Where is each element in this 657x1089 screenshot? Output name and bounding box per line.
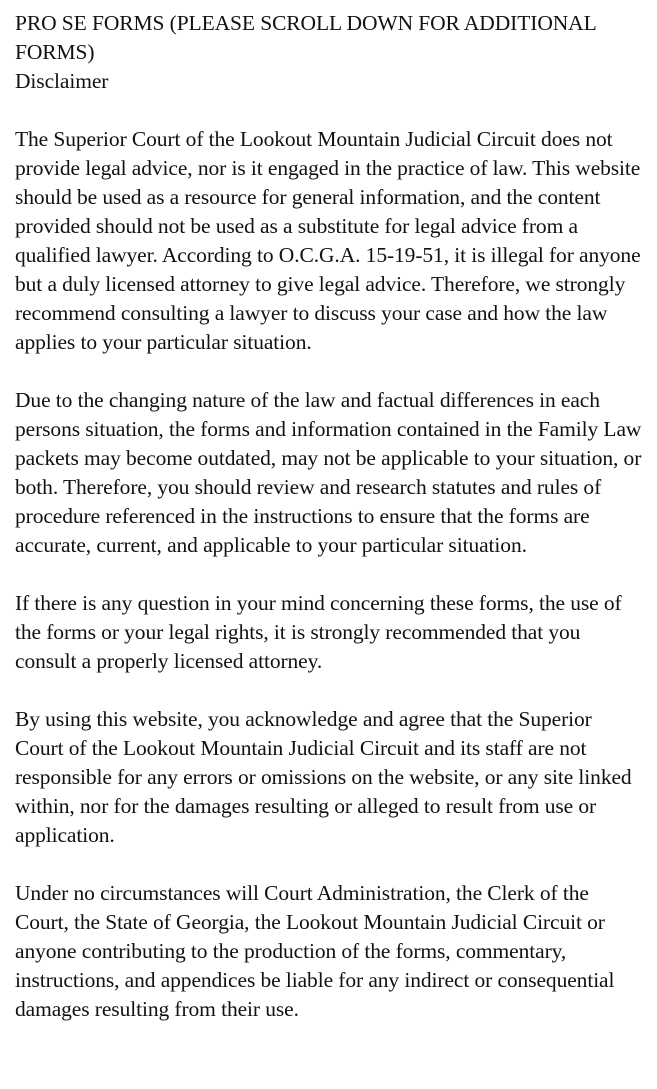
page-title: PRO SE FORMS (PLEASE SCROLL DOWN FOR ADDITIONAL FORMS) [15, 11, 596, 64]
disclaimer-page [15, 9, 642, 1024]
disclaimer-paragraph-acknowledgement: By using this website, you acknowledge and agree that the Superior Court of the Lookout Mountain Judicial Circuit and its staff are not responsible for any errors or omissions on the website, or any site linked within, nor for the damages resulting or alleged to result from use or application. [15, 707, 632, 847]
disclaimer-paragraph-consult-attorney: If there is any question in your mind concerning these forms, the use of the forms or your legal rights, it is strongly recommended that you consult a properly licensed attorney. [15, 591, 622, 673]
disclaimer-heading: Disclaimer [15, 69, 109, 93]
disclaimer-paragraph-legal-advice: The Superior Court of the Lookout Mountain Judicial Circuit does not provide legal advice, nor is it engaged in the practice of law. This website should be used as a resource for general information, and the content provided should not be used as a substitute for legal advice from a qualified lawyer. According to O.C.G.A. 15-19-51, it is illegal for anyone but a duly licensed attorney to give legal advice. Therefore, we strongly recommend consulting a lawyer to discuss your case and how the law applies to your particular situation. [15, 127, 641, 354]
disclaimer-paragraph-liability: Under no circumstances will Court Administration, the Clerk of the Court, the State of Georgia, the Lookout Mountain Judicial Circuit or anyone contributing to the production of the forms, commentary, instructions, and appendices be liable for any indirect or consequential damages resulting from their use. [15, 881, 615, 1021]
disclaimer-paragraph-changing-law: Due to the changing nature of the law and factual differences in each persons situation, the forms and information contained in the Family Law packets may become outdated, may not be applicable to your situation, or both. Therefore, you should review and research statutes and rules of procedure referenced in the instructions to ensure that the forms are accurate, current, and applicable to your particular situation. [15, 388, 642, 557]
